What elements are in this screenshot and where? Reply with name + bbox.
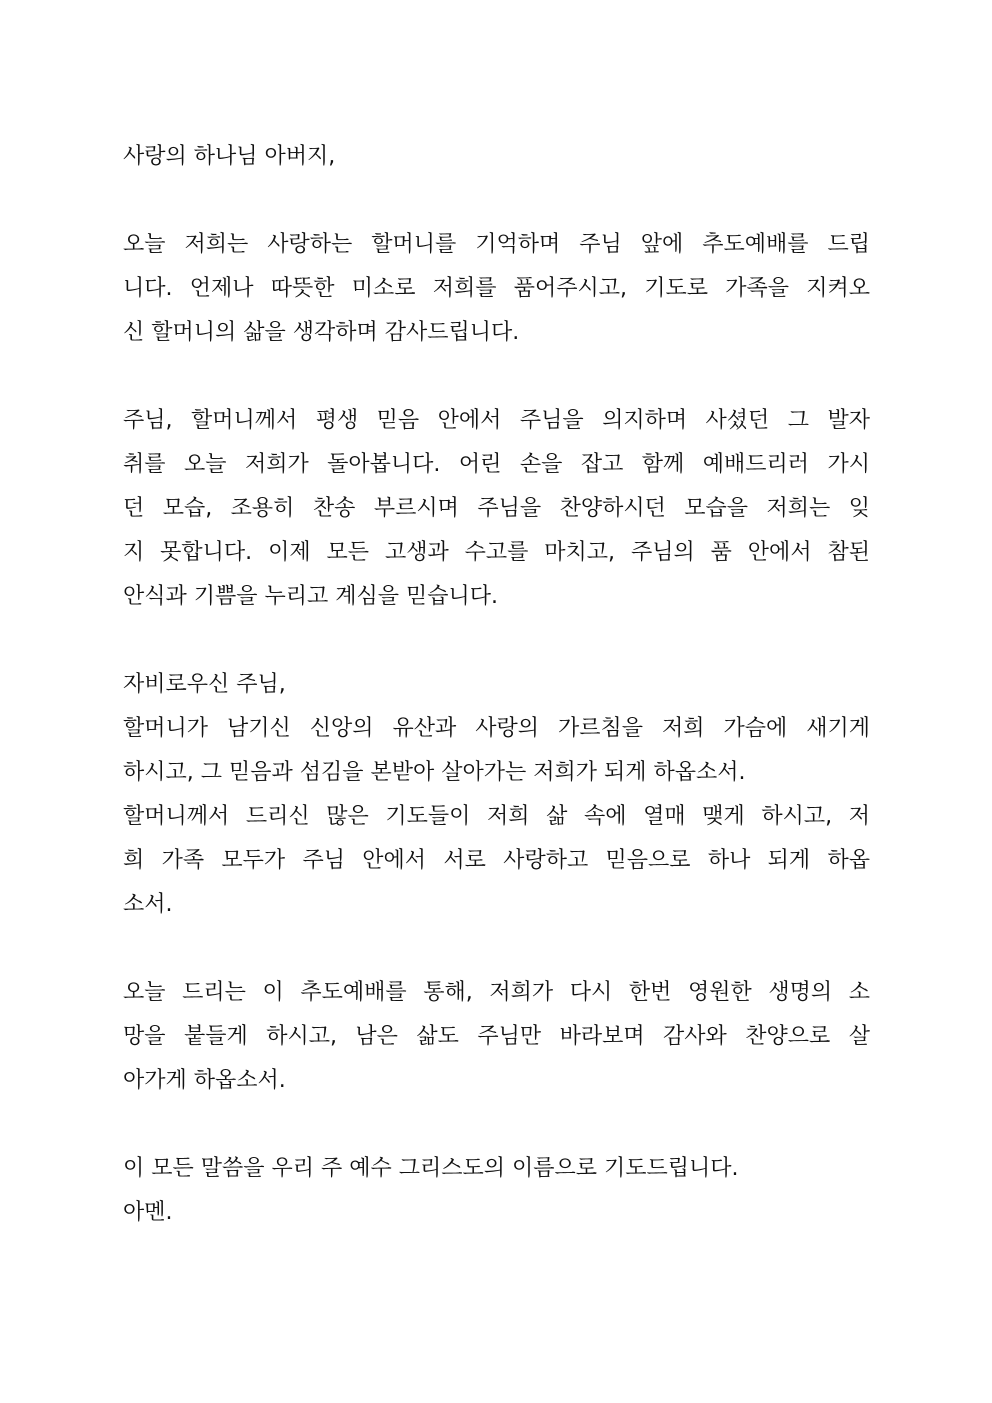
paragraph-gap [123,355,870,399]
paragraph-line: 지 못합니다. 이제 모든 고생과 수고를 마치고, 주님의 품 안에서 참된 [123,540,870,565]
paragraph-line: 취를 오늘 저희가 돌아봅니다. 어린 손을 잡고 함께 예배드리러 가시 [123,452,870,477]
paragraph-gap [123,927,870,971]
paragraph-line: 소서. [123,892,173,917]
prayer-document [123,135,870,1235]
paragraph-line: 하시고, 그 믿음과 섬김을 본받아 살아가는 저희가 되게 하옵소서. [123,760,746,785]
paragraph-line: 오늘 저희는 사랑하는 할머니를 기억하며 주님 앞에 추도예배를 드립 [123,232,870,257]
paragraph-line: 희 가족 모두가 주님 안에서 서로 사랑하고 믿음으로 하나 되게 하옵 [123,848,870,873]
salutation: 사랑의 하나님 아버지, [123,144,336,169]
paragraph-4 [123,971,870,1103]
paragraph-2 [123,399,870,619]
paragraph-line: 망을 붙들게 하시고, 남은 삶도 주님만 바라보며 감사와 찬양으로 살 [123,1024,870,1049]
paragraph-1 [123,223,870,355]
paragraph-gap [123,619,870,663]
paragraph-3 [123,663,870,927]
paragraph-address: 자비로우신 주님, [123,672,286,697]
paragraph-line: 신 할머니의 삶을 생각하며 감사드립니다. [123,320,520,345]
paragraph-line: 안식과 기쁨을 누리고 계심을 믿습니다. [123,584,498,609]
paragraph-line: 주님, 할머니께서 평생 믿음 안에서 주님을 의지하며 사셨던 그 발자 [123,408,870,433]
paragraph-line: 니다. 언제나 따뜻한 미소로 저희를 품어주시고, 기도로 가족을 지켜오 [123,276,870,301]
paragraph-gap [123,1103,870,1147]
paragraph-line: 던 모습, 조용히 찬송 부르시며 주님을 찬양하시던 모습을 저희는 잊 [123,496,870,521]
paragraph-line: 할머니께서 드리신 많은 기도들이 저희 삶 속에 열매 맺게 하시고, 저 [123,804,870,829]
amen-line: 아멘. [123,1200,173,1225]
paragraph-line: 아가게 하옵소서. [123,1068,286,1093]
closing-line: 이 모든 말씀을 우리 주 예수 그리스도의 이름으로 기도드립니다. [123,1156,739,1181]
paragraph-gap [123,179,870,223]
paragraph-line: 오늘 드리는 이 추도예배를 통해, 저희가 다시 한번 영원한 생명의 소 [123,980,870,1005]
paragraph-line: 할머니가 남기신 신앙의 유산과 사랑의 가르침을 저희 가슴에 새기게 [123,716,870,741]
